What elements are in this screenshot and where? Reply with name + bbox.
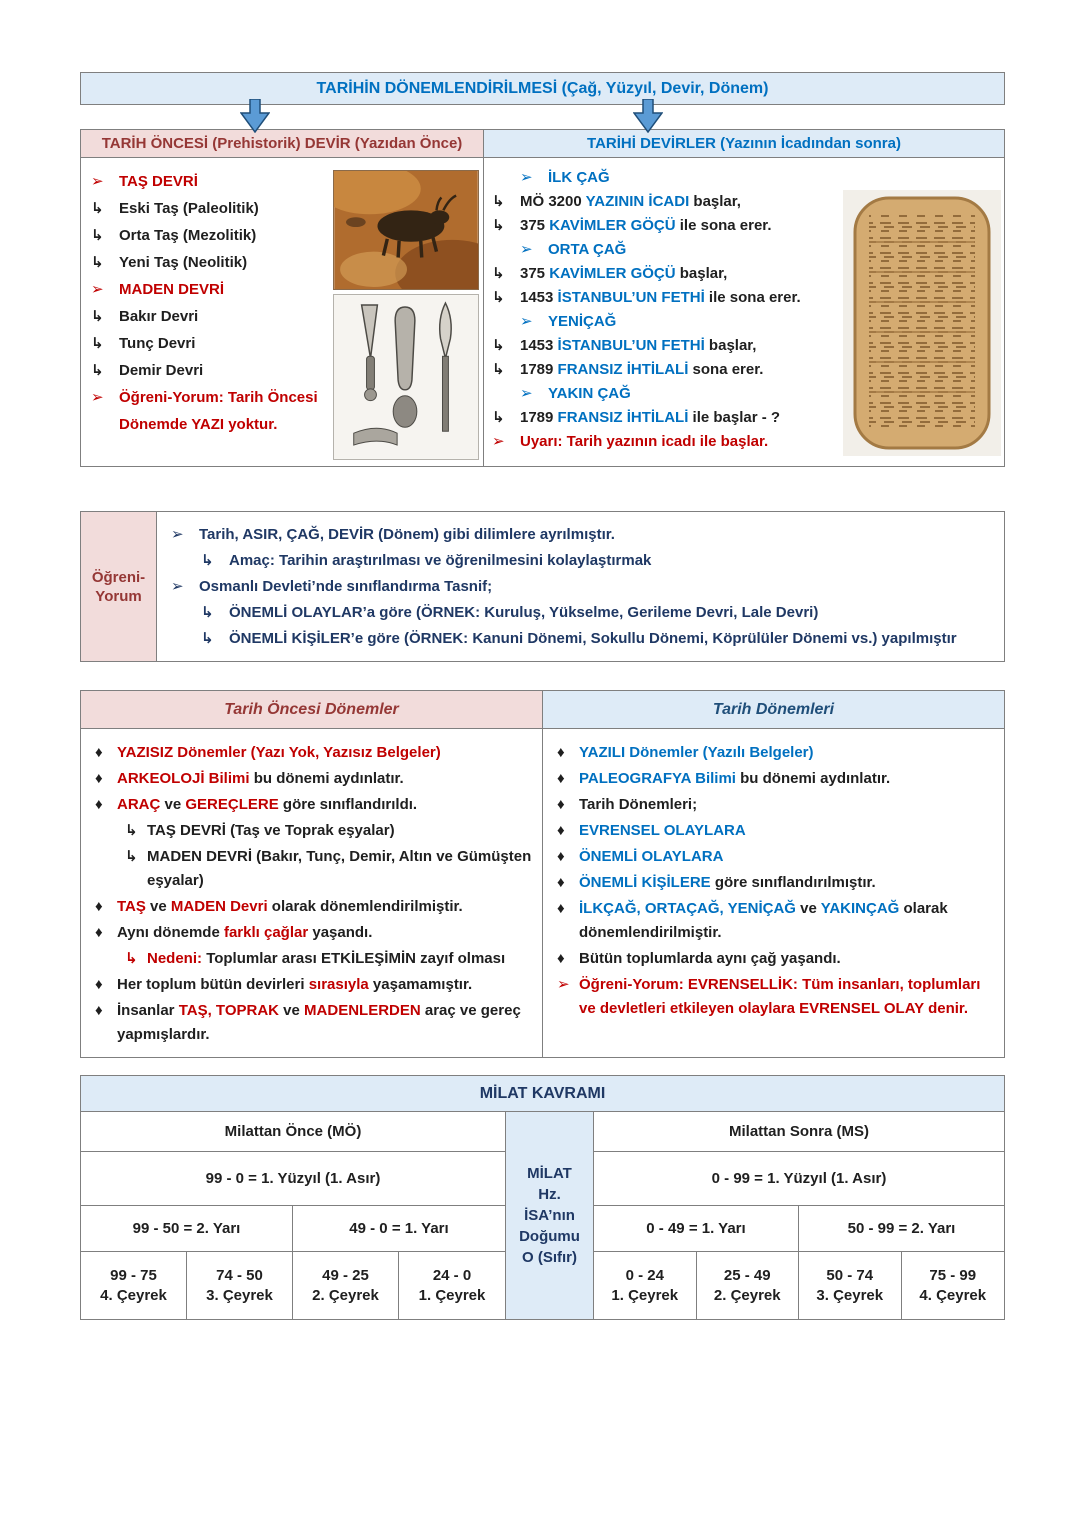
diamond-bullet-icon: ♦: [557, 770, 565, 787]
down-arrow-icon: [240, 99, 270, 133]
hook-bullet-icon: ↳: [492, 217, 505, 234]
hook-bullet-icon: ↳: [201, 604, 214, 621]
quarter-label: 4. Çeyrek: [919, 1286, 987, 1304]
list-item-text: Yeni Taş (Neolitik): [119, 254, 248, 271]
diamond-bullet-icon: ♦: [95, 1002, 103, 1019]
hook-bullet-icon: ↳: [91, 362, 104, 379]
list-item: [169, 575, 994, 598]
list-item: [93, 767, 532, 791]
list-item-text: YAKIN ÇAĞ: [548, 385, 631, 402]
list-item: [555, 741, 994, 765]
list-item: [93, 793, 532, 817]
diamond-bullet-icon: ♦: [95, 924, 103, 941]
ad-quarter-cell: [799, 1252, 902, 1319]
prehistoric-period-list: [89, 168, 331, 438]
list-item-text: ARKEOLOJİ Bilimi bu dönemi aydınlatır.: [117, 770, 404, 787]
list-item: [490, 166, 838, 190]
list-item: [89, 384, 331, 438]
milat-center-cell: [505, 1112, 594, 1319]
bc-half-cell: 99 - 50 = 2. Yarı: [81, 1206, 293, 1251]
diamond-bullet-icon: ♦: [557, 744, 565, 761]
list-item: [169, 523, 994, 546]
quarter-label: 1. Çeyrek: [418, 1286, 486, 1304]
arrow-bullet-icon: ➢: [520, 241, 533, 258]
list-item-text: Orta Taş (Mezolitik): [119, 227, 257, 244]
list-item-text: ARAÇ ve GEREÇLERE göre sınıflandırıldı.: [117, 796, 418, 813]
prehistoric-periods-list: [93, 741, 532, 1047]
list-item-text: YENİÇAĞ: [548, 313, 617, 330]
list-item: [490, 334, 838, 358]
list-item-text: Tarih Dönemleri;: [579, 796, 698, 813]
comparison-columns: [80, 690, 1005, 1058]
prehistoric-periods-body: [81, 729, 542, 1057]
hook-bullet-icon: ↳: [201, 630, 214, 647]
list-item: [89, 303, 331, 330]
milat-word: İSA’nın: [524, 1207, 575, 1224]
list-item-text: Osmanlı Devleti’nde sınıflandırma Tasnif;: [199, 578, 493, 595]
arrow-bullet-icon: ➢: [520, 169, 533, 186]
arrow-bullet-icon: ➢: [91, 281, 104, 298]
list-item: [169, 549, 994, 572]
ad-quarter-cell: [697, 1252, 800, 1319]
list-item: [490, 262, 838, 286]
bc-quarter-cell: [293, 1252, 399, 1319]
quarter-range: 49 - 25: [322, 1266, 369, 1284]
hook-bullet-icon: ↳: [91, 308, 104, 325]
arrow-bullet-icon: ➢: [520, 313, 533, 330]
list-item: [490, 190, 838, 214]
quarter-label: 2. Çeyrek: [312, 1286, 379, 1304]
list-item-text: MÖ 3200 YAZININ İCADI başlar,: [520, 193, 741, 210]
list-item-text: ÖNEMLİ KİŞİLER’e göre (ÖRNEK: Kanuni Dönemi, Sokullu Dönemi, Köprülüler Dönemi vs.) yapılmıştır: [229, 630, 957, 647]
list-item-text: 1789 FRANSIZ İHTİLALİ sona erer.: [520, 361, 764, 378]
cuneiform-tablet-image: [843, 190, 1001, 456]
list-item: [555, 845, 994, 869]
list-item-text: Eski Taş (Paleolitik): [119, 200, 259, 217]
list-item-text: Amaç: Tarihin araştırılması ve öğrenilmesini kolaylaştırmak: [229, 552, 652, 569]
list-item-text: Öğreni-Yorum: EVRENSELLİK: Tüm insanları, toplumları ve devletleri etkileyen olaylara EVRENSEL OLAY denir.: [579, 976, 981, 1017]
quarter-range: 0 - 24: [625, 1266, 664, 1284]
list-item-text: Bakır Devri: [119, 308, 199, 325]
historic-ages-list: [490, 166, 838, 454]
list-item: [93, 819, 532, 843]
list-item-text: Tarih, ASIR, ÇAĞ, DEVİR (Dönem) gibi dilimlere ayrılmıştır.: [199, 526, 615, 543]
list-item-text: İLKÇAĞ, ORTAÇAĞ, YENİÇAĞ ve YAKINÇAĞ olarak dönemlendirilmiştir.: [579, 900, 948, 941]
list-item: [93, 921, 532, 945]
list-item-text: İnsanlar TAŞ, TOPRAK ve MADENLERDEN araç ve gereç yapmışlardır.: [117, 1002, 521, 1043]
arrow-bullet-icon: ➢: [91, 389, 104, 406]
list-item-text: YAZILI Dönemler (Yazılı Belgeler): [579, 744, 814, 761]
historic-column-header: TARİHİ DEVİRLER (Yazının İcadından sonra): [484, 130, 1004, 158]
hook-bullet-icon: ↳: [91, 200, 104, 217]
list-item-text: 1453 İSTANBUL’UN FETHİ başlar,: [520, 337, 757, 354]
list-item: [555, 819, 994, 843]
list-item: [93, 845, 532, 893]
ogreni-yorum-label-line2: Yorum: [95, 587, 142, 605]
prehistoric-column-body: [81, 158, 483, 466]
quarter-label: 2. Çeyrek: [713, 1286, 781, 1304]
comparison-section: [80, 690, 1005, 1058]
hook-bullet-icon: ↳: [492, 289, 505, 306]
list-item: [490, 286, 838, 310]
ad-block: [594, 1112, 1004, 1319]
quarter-label: 3. Çeyrek: [206, 1286, 273, 1304]
arrow-gap: [80, 105, 1005, 129]
list-item-text: TAŞ DEVRİ: [119, 173, 198, 190]
periodization-columns: [80, 129, 1005, 467]
prehistoric-tools-image: [333, 294, 479, 460]
quarter-range: 75 - 99: [929, 1266, 977, 1284]
bc-quarter-cell: [81, 1252, 187, 1319]
ad-half-cell: 0 - 49 = 1. Yarı: [594, 1206, 799, 1251]
ogreni-yorum-body: [157, 512, 1004, 661]
ogreni-yorum-section: [80, 511, 1005, 662]
list-item: [555, 897, 994, 945]
ad-quarter-cell: [594, 1252, 697, 1319]
list-item-text: Bütün toplumlarda aynı çağ yaşandı.: [579, 950, 841, 967]
arrow-bullet-icon: ➢: [171, 578, 184, 595]
list-item-text: ÖNEMLİ OLAYLARA: [579, 848, 724, 865]
list-item-text: 1453 İSTANBUL’UN FETHİ ile sona erer.: [520, 289, 801, 306]
list-item-text: Aynı dönemde farklı çağlar yaşandı.: [117, 924, 373, 941]
hook-bullet-icon: ↳: [201, 552, 214, 569]
hook-bullet-icon: ↳: [492, 361, 505, 378]
list-item-text: 375 KAVİMLER GÖÇÜ başlar,: [520, 265, 728, 282]
ogreni-yorum-label-line1: Öğreni-: [91, 568, 146, 586]
history-periods-body: [543, 729, 1004, 1057]
hook-bullet-icon: ↳: [125, 848, 138, 865]
list-item-text: TAŞ DEVRİ (Taş ve Toprak eşyalar): [147, 822, 395, 839]
bc-half-cell: 49 - 0 = 1. Yarı: [349, 1219, 449, 1237]
list-item: [89, 222, 331, 249]
quarter-range: 74 - 50: [216, 1266, 263, 1284]
milat-word: MİLAT: [527, 1165, 572, 1182]
milat-word: Hz.: [538, 1186, 561, 1203]
historic-column-body: [484, 158, 1004, 466]
quarter-range: 24 - 0: [432, 1266, 472, 1284]
ad-half-cell: 50 - 99 = 2. Yarı: [847, 1219, 956, 1237]
history-periods-list: [555, 741, 994, 1021]
hook-bullet-icon: ↳: [125, 822, 138, 839]
quarter-range: 50 - 74: [826, 1266, 874, 1284]
list-item-text: ÖNEMLİ OLAYLAR’a göre (ÖRNEK: Kuruluş, Yükselme, Gerileme Devri, Lale Devri): [229, 604, 819, 621]
list-item-text: Demir Devri: [119, 362, 204, 379]
list-item-text: Her toplum bütün devirleri sırasıyla yaşamamıştır.: [117, 976, 473, 993]
arrow-bullet-icon: ➢: [171, 526, 184, 543]
list-item: [490, 214, 838, 238]
quarter-label: 4. Çeyrek: [100, 1286, 167, 1304]
list-item: [555, 973, 994, 1021]
list-item-text: Öğreni-Yorum: Tarih Öncesi Dönemde YAZI yoktur.: [119, 389, 318, 433]
list-item: [89, 276, 331, 303]
hook-bullet-icon: ↳: [91, 227, 104, 244]
hook-bullet-icon: ↳: [91, 335, 104, 352]
list-item: [555, 947, 994, 971]
list-item: [93, 895, 532, 919]
list-item-text: 375 KAVİMLER GÖÇÜ ile sona erer.: [520, 217, 772, 234]
diamond-bullet-icon: ♦: [95, 898, 103, 915]
arrow-bullet-icon: ➢: [492, 433, 505, 450]
list-item: [490, 430, 838, 454]
hook-bullet-icon: ↳: [492, 265, 505, 282]
bc-quarter-cell: [399, 1252, 505, 1319]
milat-title: MİLAT KAVRAMI: [80, 1075, 1005, 1112]
list-item: [89, 249, 331, 276]
diamond-bullet-icon: ♦: [95, 770, 103, 787]
list-item: [490, 358, 838, 382]
ad-header: Milattan Sonra (MS): [728, 1122, 869, 1140]
ad-century-cell: 0 - 99 = 1. Yüzyıl (1. Asır): [711, 1169, 887, 1187]
list-item-text: ORTA ÇAĞ: [548, 241, 627, 258]
historic-column: [484, 130, 1004, 466]
arrow-bullet-icon: ➢: [557, 976, 570, 993]
list-item: [93, 741, 532, 765]
list-item: [490, 406, 838, 430]
diamond-bullet-icon: ♦: [95, 976, 103, 993]
list-item-text: 1789 FRANSIZ İHTİLALİ ile başlar - ?: [520, 409, 781, 426]
diamond-bullet-icon: ♦: [557, 796, 565, 813]
prehistoric-periods-column: [81, 691, 543, 1057]
list-item-text: MADEN DEVRİ (Bakır, Tunç, Demir, Altın ve Gümüşten eşyalar): [147, 848, 532, 889]
list-item-text: EVRENSEL OLAYLARA: [579, 822, 746, 839]
ad-quarter-cell: [902, 1252, 1005, 1319]
list-item: [93, 999, 532, 1047]
list-item: [555, 767, 994, 791]
hook-bullet-icon: ↳: [125, 950, 138, 967]
milat-word: O (Sıfır): [522, 1249, 577, 1266]
milat-word: Doğumu: [519, 1228, 580, 1245]
list-item-text: MADEN DEVRİ: [119, 281, 225, 298]
quarter-label: 3. Çeyrek: [816, 1286, 884, 1304]
diamond-bullet-icon: ♦: [95, 744, 103, 761]
quarter-range: 99 - 75: [110, 1266, 157, 1284]
bc-header: Milattan Önce (MÖ): [224, 1122, 362, 1140]
list-item: [93, 973, 532, 997]
list-item: [89, 357, 331, 384]
periodization-section: [80, 72, 1005, 467]
list-item: [490, 310, 838, 334]
page-title: TARİHİN DÖNEMLENDİRİLMESİ (Çağ, Yüzyıl, Devir, Dönem): [80, 72, 1005, 105]
hook-bullet-icon: ↳: [91, 254, 104, 271]
history-periods-column: [543, 691, 1004, 1057]
list-item: [169, 627, 994, 650]
diamond-bullet-icon: ♦: [557, 874, 565, 891]
diamond-bullet-icon: ♦: [557, 822, 565, 839]
cave-painting-image: [333, 170, 479, 290]
ogreni-yorum-label: [81, 512, 157, 661]
list-item-text: İLK ÇAĞ: [548, 169, 610, 186]
hook-bullet-icon: ↳: [492, 337, 505, 354]
list-item-text: Tunç Devri: [119, 335, 196, 352]
quarter-label: 1. Çeyrek: [611, 1286, 679, 1304]
bc-block: [81, 1112, 505, 1319]
list-item: [93, 947, 532, 971]
diamond-bullet-icon: ♦: [95, 796, 103, 813]
prehistoric-column: [81, 130, 484, 466]
list-item-text: TAŞ ve MADEN Devri olarak dönemlendirilmiştir.: [117, 898, 463, 915]
list-item-text: ÖNEMLİ KİŞİLERE göre sınıflandırılmıştır.: [579, 874, 876, 891]
list-item: [89, 195, 331, 222]
milat-grid: [80, 1112, 1005, 1320]
bc-quarter-cell: [187, 1252, 293, 1319]
list-item: [555, 871, 994, 895]
ogreni-yorum-list: [169, 523, 994, 650]
list-item: [89, 330, 331, 357]
list-item: [490, 382, 838, 406]
list-item: [169, 601, 994, 624]
arrow-bullet-icon: ➢: [520, 385, 533, 402]
prehistoric-periods-header: Tarih Öncesi Dönemler: [81, 691, 542, 729]
list-item-text: Nedeni: Toplumlar arası ETKİLEŞİMİN zayıf olması: [147, 950, 506, 967]
diamond-bullet-icon: ♦: [557, 950, 565, 967]
list-item-text: PALEOGRAFYA Bilimi bu dönemi aydınlatır.: [579, 770, 891, 787]
down-arrow-icon: [633, 99, 663, 133]
list-item: [89, 168, 331, 195]
list-item: [555, 793, 994, 817]
diamond-bullet-icon: ♦: [557, 848, 565, 865]
list-item-text: YAZISIZ Dönemler (Yazı Yok, Yazısız Belgeler): [117, 744, 441, 761]
list-item: [490, 238, 838, 262]
diamond-bullet-icon: ♦: [557, 900, 565, 917]
prehistoric-column-header: TARİH ÖNCESİ (Prehistorik) DEVİR (Yazıdan Önce): [81, 130, 483, 158]
hook-bullet-icon: ↳: [492, 409, 505, 426]
bc-century-cell: 99 - 0 = 1. Yüzyıl (1. Asır): [205, 1169, 381, 1187]
hook-bullet-icon: ↳: [492, 193, 505, 210]
arrow-bullet-icon: ➢: [91, 173, 104, 190]
history-periods-header: Tarih Dönemleri: [543, 691, 1004, 729]
list-item-text: Uyarı: Tarih yazının icadı ile başlar.: [520, 433, 769, 450]
quarter-range: 25 - 49: [723, 1266, 771, 1284]
milat-section: [80, 1075, 1005, 1320]
